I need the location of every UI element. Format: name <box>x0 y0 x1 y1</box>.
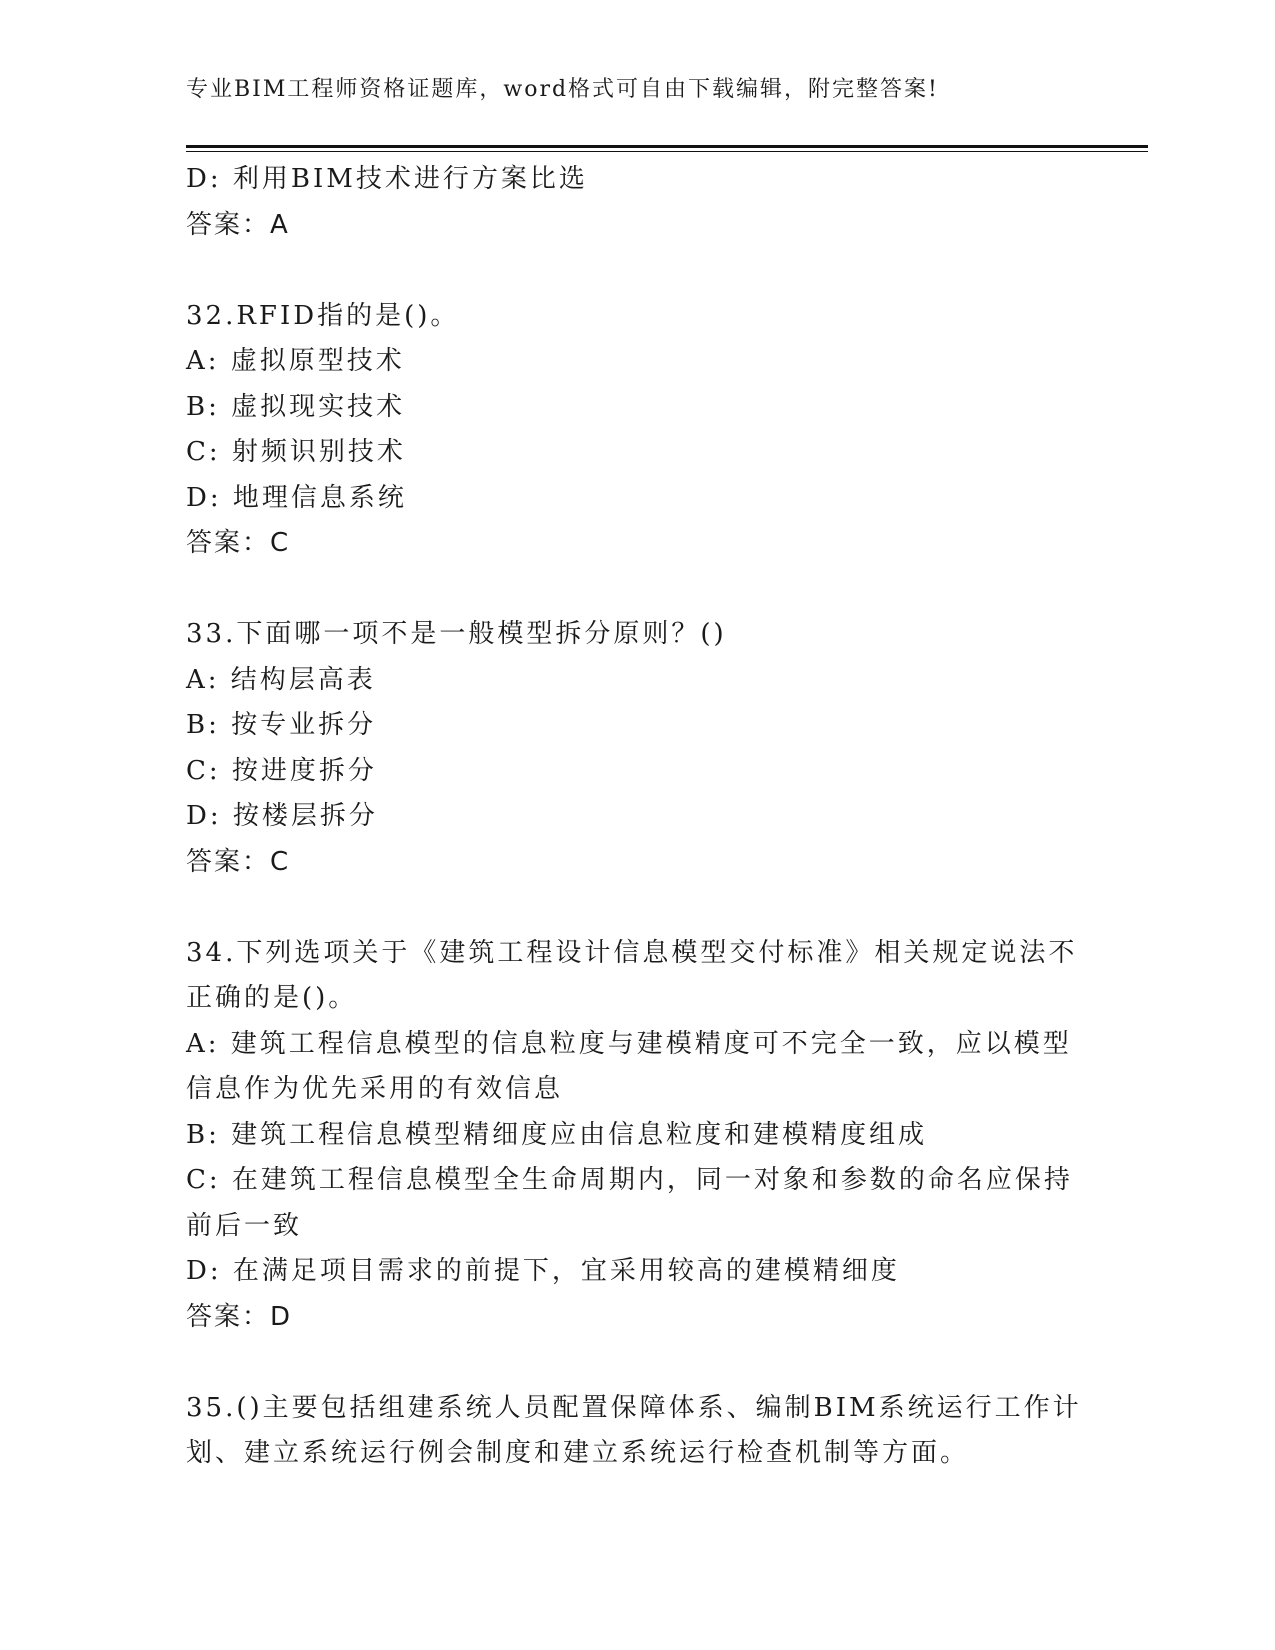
header-rule-thin <box>186 151 1148 152</box>
question-34 <box>186 931 1086 1341</box>
answer-line: 答案：A <box>186 209 290 240</box>
answer-line: 答案：C <box>186 846 291 877</box>
answer-line: 答案：C <box>186 528 291 558</box>
question-35 <box>186 1386 1086 1477</box>
question-stem-line-2: 划、建立系统运行例会制度和建立系统运行检查机制等方面。 <box>186 1438 970 1468</box>
option-d: D: 按楼层拆分 <box>186 801 378 831</box>
header-rule-thick <box>186 145 1148 148</box>
answer-line: 答案：D <box>186 1301 293 1332</box>
spacer <box>186 248 1086 294</box>
option-c-line-1: C: 在建筑工程信息模型全生命周期内，同一对象和参数的命名应保持 <box>186 1165 1073 1195</box>
option-d: D: 利用BIM技术进行方案比选 <box>186 164 588 194</box>
question-stem-line-2: 正确的是()。 <box>186 983 358 1013</box>
question-stem-line-1: 34.下列选项关于《建筑工程设计信息模型交付标准》相关规定说法不 <box>186 937 1078 968</box>
spacer <box>186 1340 1086 1386</box>
option-d: D: 在满足项目需求的前提下，宜采用较高的建模精细度 <box>186 1256 900 1286</box>
option-d: D: 地理信息系统 <box>186 482 407 513</box>
question-stem: 32.RFID指的是()。 <box>186 300 460 331</box>
option-c-line-2: 前后一致 <box>186 1210 303 1241</box>
option-a: A: 虚拟原型技术 <box>186 346 405 376</box>
option-a-line-1: A: 建筑工程信息模型的信息粒度与建模精度可不完全一致，应以模型 <box>186 1028 1072 1059</box>
option-c: C: 按进度拆分 <box>186 755 377 786</box>
option-b: B: 虚拟现实技术 <box>186 391 406 422</box>
spacer <box>186 567 1086 613</box>
question-33 <box>186 612 1086 885</box>
option-a: A: 结构层高表 <box>186 664 376 695</box>
option-c: C: 射频识别技术 <box>186 437 406 467</box>
question-stem-line-1: 35.()主要包括组建系统人员配置保障体系、编制BIM系统运行工作计 <box>186 1392 1082 1423</box>
question-stem: 33.下面哪一项不是一般模型拆分原则？() <box>186 619 727 649</box>
option-b: B: 按专业拆分 <box>186 710 377 740</box>
spacer <box>186 885 1086 931</box>
question-32 <box>186 294 1086 567</box>
header-note: 专业BIM工程师资格证题库，word格式可自由下载编辑，附完整答案! <box>186 77 939 102</box>
option-b: B: 建筑工程信息模型精细度应由信息粒度和建模精度组成 <box>186 1119 928 1150</box>
question-31-tail <box>186 157 1086 248</box>
question-content <box>186 157 1086 1477</box>
option-a-line-2: 信息作为优先采用的有效信息 <box>186 1074 564 1104</box>
